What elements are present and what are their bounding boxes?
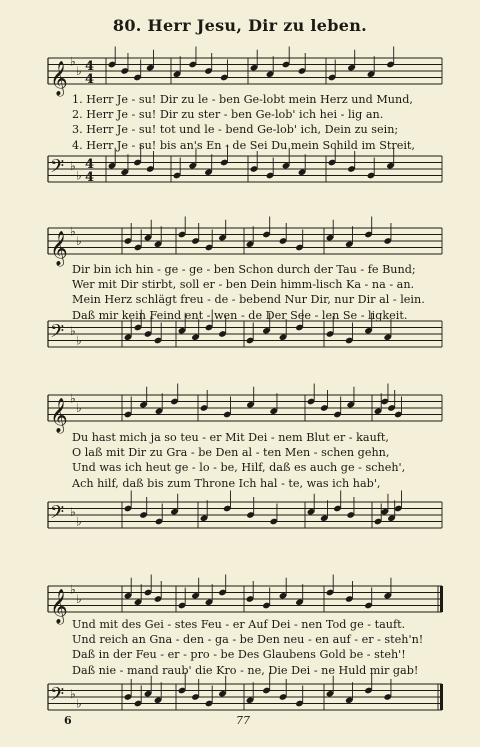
flat-sign-icon: ♭ [76, 333, 82, 348]
treble-clef-icon: 𝄞 [50, 589, 68, 624]
lyric-line: Und was ich heut ge - lo - be, Hilf, daß es auch ge - scheh', [72, 461, 406, 475]
flat-sign-icon: ♭ [76, 168, 82, 183]
bass-clef-icon: 𝄢 [50, 502, 65, 528]
flat-sign-icon: ♭ [70, 504, 76, 519]
bass-clef-icon: 𝄢 [50, 684, 65, 710]
flat-sign-icon: ♭ [70, 224, 76, 239]
lyric-line: Du hast mich ja so teu - er Mit Dei - nem Blut er - kauft, [72, 431, 389, 444]
treble-staff-2 [0, 220, 480, 265]
lyric-line: 4. Herr Je - su! bis an's En - de Sei Du mein Schild im Streit, [72, 138, 415, 152]
lyric-line: Daß mir kein Feind ent - wen - de Der See - len Se - ligkeit. [72, 308, 408, 322]
time-signature: 4 [85, 157, 95, 172]
lyrics-block-4 [72, 617, 442, 678]
lyric-line: Daß in der Feu - er - pro - be Des Glaubens Gold be - steh'! [72, 648, 406, 662]
lyric-line: Und mit des Gei - stes Feu - er Auf Dei - nen Tod ge - tauft. [72, 618, 406, 631]
treble-clef-icon: 𝄞 [50, 398, 68, 433]
flat-sign-icon: ♭ [70, 54, 76, 69]
lyrics-block-1 [72, 92, 442, 153]
time-signature: 4 [85, 72, 95, 87]
lyric-line: Ach hilf, daß bis zum Throne Ich hal - te, was ich hab', [72, 476, 381, 490]
treble-staff-1 [0, 50, 480, 95]
bass-clef-icon: 𝄢 [50, 156, 65, 182]
final-barline [440, 586, 443, 612]
flat-sign-icon: ♭ [70, 686, 76, 701]
lyric-line: Wer mit Dir stirbt, soll er - ben Dein himm-lisch Ka - na - an. [72, 278, 415, 292]
time-signature: 4 [85, 170, 95, 185]
lyric-line: Dir bin ich hin - ge - ge - ben Schon durch der Tau - fe Bund; [72, 263, 416, 276]
flat-sign-icon: ♭ [76, 592, 82, 606]
hymn-title: 80. Herr Jesu, Dir zu leben. [112, 16, 368, 35]
lyric-line: Mein Herz schlägt freu - de - bebend Nur Dir, nur Dir al - lein. [72, 293, 425, 307]
page-number: 77 [236, 714, 250, 727]
flat-sign-icon: ♭ [76, 64, 82, 78]
flat-sign-icon: ♭ [70, 582, 76, 597]
treble-staff-3 [0, 387, 480, 432]
bass-clef-icon: 𝄢 [50, 321, 65, 347]
bass-staff-3 [0, 494, 480, 539]
flat-sign-icon: ♭ [70, 391, 76, 406]
flat-sign-icon: ♭ [70, 158, 76, 173]
bass-staff-2 [0, 313, 480, 358]
lyric-line: O laß mit Dir zu Gra - be Den al - ten Men - schen gehn, [72, 446, 390, 460]
bass-staff-1 [0, 148, 480, 193]
flat-sign-icon: ♭ [76, 696, 82, 711]
treble-clef-icon: 𝄞 [50, 61, 68, 96]
lyric-line: 3. Herr Je - su! tot und le - bend Ge-lob' ich, Dein zu sein; [72, 123, 399, 137]
printer-signature: 6 [64, 714, 72, 727]
lyric-line: 1. Herr Je - su! Dir zu le - ben Ge-lobt mein Herz und Mund, [72, 93, 413, 106]
flat-sign-icon: ♭ [76, 514, 82, 529]
final-barline [440, 684, 443, 710]
lyric-line: 2. Herr Je - su! Dir zu ster - ben Ge-lob' ich hei - lig an. [72, 108, 384, 122]
flat-sign-icon: ♭ [76, 234, 82, 248]
time-signature: 4 [85, 59, 95, 74]
flat-sign-icon: ♭ [70, 323, 76, 338]
flat-sign-icon: ♭ [76, 401, 82, 415]
lyric-line: Daß nie - mand raub' die Kro - ne, Die Dei - ne Huld mir gab! [72, 663, 419, 677]
lyric-line: Und reich an Gna - den - ga - be Den neu - en auf - er - steh'n! [72, 633, 424, 647]
treble-clef-icon: 𝄞 [50, 231, 68, 266]
lyrics-block-3 [72, 430, 442, 491]
